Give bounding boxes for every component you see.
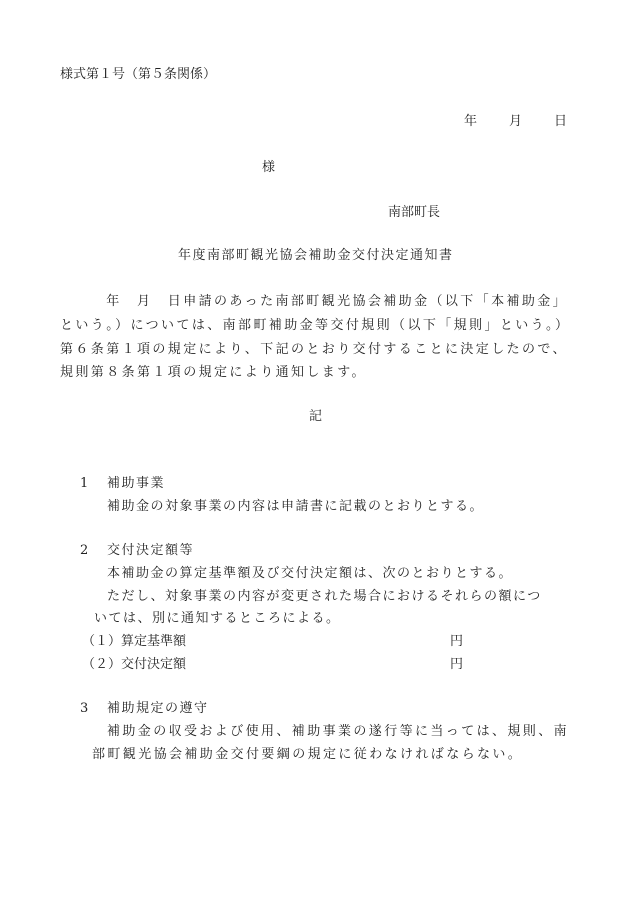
form-number: 様式第１号（第５条関係） [60, 67, 217, 82]
section-number: 3 [80, 701, 89, 716]
recipient-suffix: 様 [262, 160, 276, 175]
section-number: 1 [80, 476, 89, 491]
section-line: 本補助金の算定基準額及び交付決定額は、次のとおりとする。 [107, 566, 514, 581]
section-line: 補助金の対象事業の内容は申請書に記載のとおりとする。 [107, 499, 485, 514]
document-title: 年度南部町観光協会補助金交付決定通知書 [178, 248, 454, 263]
amount-unit: 円 [450, 657, 464, 672]
body-line: 年 月 日申請のあった南部町観光協会補助金（以下「本補助金」 [60, 294, 569, 309]
section-line: いては、別に通知するところによる。 [94, 611, 341, 626]
section-number: 2 [80, 543, 89, 558]
sender-name: 南部町長 [388, 205, 441, 220]
body-line: 規則第８条第１項の規定により通知します。 [60, 365, 367, 380]
section-line: 補助金の収受および使用、補助事業の遂行等に当っては、規則、南 [107, 724, 570, 739]
amount-label: （１）算定基準額 [82, 634, 187, 649]
body-line: 第６条第１項の規定により、下記のとおり交付することに決定したので、 [60, 342, 568, 357]
amount-unit: 円 [450, 634, 464, 649]
section-heading: 補助事業 [107, 476, 166, 491]
body-line: という。）については、南部町補助金等交付規則（以下「規則」という。） [60, 318, 571, 333]
ki-heading: 記 [309, 409, 323, 424]
section-line: 部町観光協会補助金交付要綱の規定に従わなければならない。 [92, 747, 524, 762]
section-heading: 補助規定の遵守 [107, 701, 209, 716]
section-line: ただし、対象事業の内容が変更された場合におけるそれらの額につ [107, 589, 542, 604]
date-line: 年 月 日 [464, 114, 570, 129]
section-heading: 交付決定額等 [107, 543, 195, 558]
amount-label: （２）交付決定額 [82, 657, 187, 672]
